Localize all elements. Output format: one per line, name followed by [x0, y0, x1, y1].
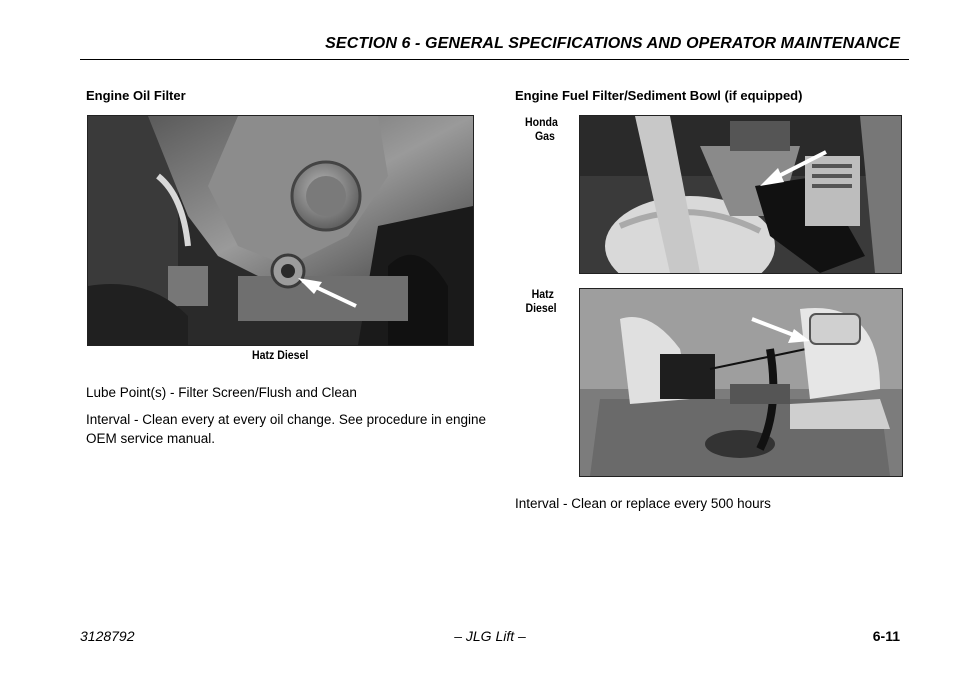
oil-filter-interval-text: Interval - Clean every at every oil change. See procedure in engine OEM service manual. — [86, 412, 486, 446]
honda-gas-label — [525, 115, 558, 143]
header-divider — [80, 59, 909, 60]
honda-label-line1: Honda — [525, 115, 558, 129]
honda-label-line2: Gas — [534, 129, 555, 143]
hatz-diesel-label — [525, 287, 557, 315]
section-title: SECTION 6 - GENERAL SPECIFICATIONS AND OPERATOR MAINTENANCE — [325, 35, 900, 52]
fuel-filter-interval-text: Interval - Clean or replace every 500 hours — [515, 496, 771, 511]
oil-filter-photo-caption: Hatz Diesel — [252, 348, 309, 362]
document-number: 3128792 — [80, 628, 135, 644]
hatz-label-line1: Hatz — [531, 287, 554, 301]
lube-points-text: Lube Point(s) - Filter Screen/Flush and Clean — [86, 385, 357, 400]
fuel-filter-heading: Engine Fuel Filter/Sediment Bowl (if equipped) — [515, 88, 803, 103]
hatz-label-line2: Diesel — [525, 301, 557, 315]
engine-oil-filter-heading: Engine Oil Filter — [86, 88, 186, 103]
hatz-fuel-filter-photo — [579, 288, 903, 477]
page-number: 6-11 — [872, 628, 900, 644]
footer-brand: – JLG Lift – — [454, 628, 526, 644]
engine-oil-filter-photo — [87, 115, 474, 346]
honda-fuel-filter-photo — [579, 115, 902, 274]
